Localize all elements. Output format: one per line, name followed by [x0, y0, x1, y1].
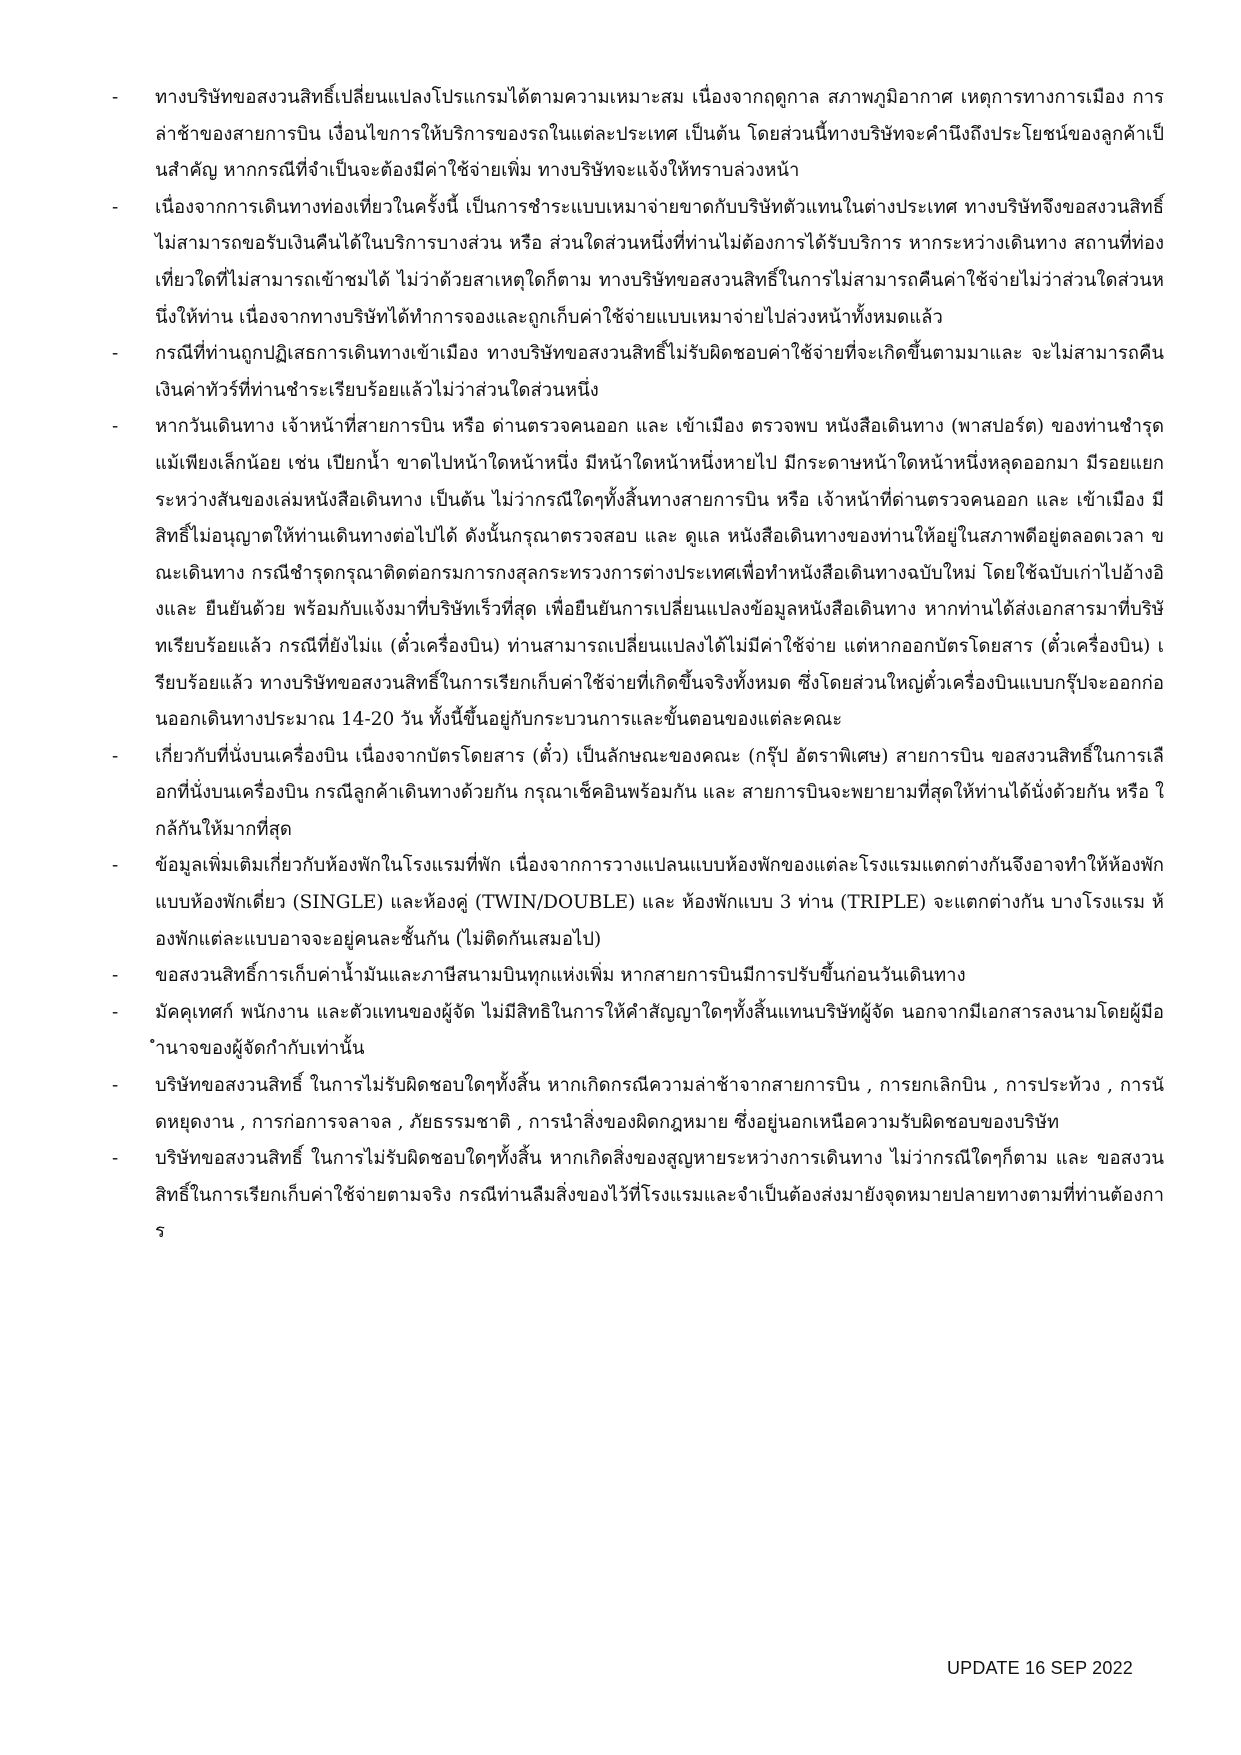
term-text: เกี่ยวกับที่นั่งบนเครื่องบิน เนื่องจากบัตรโดยสาร (ตั๋ว) เป็นลักษณะของคณะ (กรุ๊ป อัตราพิเศษ) สายการบิน ขอสงวนสิทธิ์ในการเลือกที่นั่งบนเครื่องบิน กรณีลูกค้าเดินทางด้วยกัน กรุณาเช็คอินพร้อมกัน และ สายการบินจะพยายามที่สุดให้ท่านได้นั่งด้วยกัน หรือ ใกล้กันให้มากที่สุด	[155, 745, 1164, 840]
list-bullet: -	[112, 855, 119, 877]
update-date-footer: UPDATE 16 SEP 2022	[946, 1658, 1133, 1678]
term-item	[112, 848, 1164, 958]
list-bullet: -	[112, 1001, 119, 1023]
list-bullet: -	[112, 416, 119, 438]
list-bullet: -	[112, 87, 119, 108]
term-text: บริษัทขอสงวนสิทธิ์ ในการไม่รับผิดชอบใดๆทั้งสิ้น หากเกิดสิ่งของสูญหายระหว่างการเดินทาง ไม่ว่ากรณีใดๆก็ตาม และ ขอสงวนสิทธิ์ในการเรียกเก็บค่าใช้จ่ายตามจริง กรณีท่านลืมสิ่งของไว้ที่โรงแรมและจำเป็นต้องส่งมายังจุดหมายปลายทางตามที่ท่านต้องการ	[155, 1148, 1164, 1243]
term-item	[112, 336, 1164, 409]
term-text: ข้อมูลเพิ่มเติมเกี่ยวกับห้องพักในโรงแรมที่พัก เนื่องจากการวางแปลนแบบห้องพักของแต่ละโรงแรมแตกต่างกันจึงอาจทำให้ห้องพักแบบห้องพักเดี่ยว (SINGLE) และห้องคู่ (TWIN/DOUBLE) และ ห้องพักแบบ 3 ท่าน (TRIPLE) จะแตกต่างกัน บางโรงแรม ห้องพักแต่ละแบบอาจจะอยู่คนละชั้นกัน (ไม่ติดกันเสมอไป)	[155, 855, 1164, 950]
term-text: ขอสงวนสิทธิ์การเก็บค่าน้ำมันและภาษีสนามบินทุกแห่งเพิ่ม หากสายการบินมีการปรับขึ้นก่อนวันเดินทาง	[155, 965, 966, 987]
term-text: มัคคุเทศก์ พนักงาน และตัวแทนของผู้จัด ไม่มีสิทธิในการให้คำสัญญาใดๆทั้งสิ้นแทนบริษัทผู้จัด นอกจากมีเอกสารลงนามโดยผู้มีอำนาจของผู้จัดกำกับเท่านั้น	[155, 1001, 1164, 1060]
list-bullet: -	[112, 745, 119, 767]
term-text: ทางบริษัทขอสงวนสิทธิ์เปลี่ยนแปลงโปรแกรมได้ตามความเหมาะสม เนื่องจากฤดูกาล สภาพภูมิอากาศ เหตุการทางการเมือง การล่าช้าของสายการบิน เงื่อนไขการให้บริการของรถในแต่ละประเทศ เป็นต้น โดยส่วนนี้ทางบริษัทจะคำนึงถึงประโยชน์ของลูกค้าเป็นสำคัญ หากกรณีที่จำเป็นจะต้องมีค่าใช้จ่ายเพิ่ม ทางบริษัทจะแจ้งให้ทราบล่วงหน้า	[155, 87, 1164, 182]
term-item	[112, 1068, 1164, 1141]
term-item	[112, 80, 1164, 190]
list-bullet: -	[112, 1148, 119, 1170]
term-item	[112, 409, 1164, 738]
term-text: กรณีที่ท่านถูกปฏิเสธการเดินทางเข้าเมือง ทางบริษัทขอสงวนสิทธิ์ไม่รับผิดชอบค่าใช้จ่ายที่จะเกิดขึ้นตามมาและ จะไม่สามารถคืนเงินค่าทัวร์ที่ท่านชำระเรียบร้อยแล้วไม่ว่าส่วนใดส่วนหนึ่ง	[155, 343, 1164, 401]
term-item	[112, 1141, 1164, 1251]
term-item	[112, 190, 1164, 336]
terms-list	[112, 80, 1164, 1251]
list-bullet: -	[112, 343, 119, 365]
term-text: เนื่องจากการเดินทางท่องเที่ยวในครั้งนี้ เป็นการชำระแบบเหมาจ่ายขาดกับบริษัทตัวแทนในต่างประเทศ ทางบริษัทจึงขอสงวนสิทธิ์ ไม่สามารถขอรับเงินคืนได้ในบริการบางส่วน หรือ ส่วนใดส่วนหนึ่งที่ท่านไม่ต้องการได้รับบริการ หากระหว่างเดินทาง สถานที่ท่องเที่ยวใดที่ไม่สามารถเข้าชมได้ ไม่ว่าด้วยสาเหตุใดก็ตาม ทางบริษัทขอสงวนสิทธิ์ในการไม่สามารถคืนค่าใช้จ่ายไม่ว่าส่วนใดส่วนหนึ่งให้ท่าน เนื่องจากทางบริษัทได้ทำการจองและถูกเก็บค่าใช้จ่ายแบบเหมาจ่ายไปล่วงหน้าทั้งหมดแล้ว	[155, 196, 1164, 328]
term-item	[112, 995, 1164, 1068]
list-bullet: -	[112, 1075, 119, 1097]
term-text: หากวันเดินทาง เจ้าหน้าที่สายการบิน หรือ ด่านตรวจคนออก และ เข้าเมือง ตรวจพบ หนังสือเดินทาง (พาสปอร์ต) ของท่านชำรุดแม้เพียงเล็กน้อย เช่น เปียกน้ำ ขาดไปหน้าใดหน้าหนึ่ง มีหน้าใดหน้าหนึ่งหายไป มีกระดาษหน้าใดหน้าหนึ่งหลุดออกมา มีรอยแยกระหว่างสันของเล่มหนังสือเดินทาง เป็นต้น ไม่ว่ากรณีใดๆทั้งสิ้นทางสายการบิน หรือ เจ้าหน้าที่ด่านตรวจคนออก และ เข้าเมือง มีสิทธิ์ไม่อนุญาตให้ท่านเดินทางต่อไปได้ ดังนั้นกรุณาตรวจสอบ และ ดูแล หนังสือเดินทางของท่านให้อยู่ในสภาพดีอยู่ตลอดเวลา ขณะเดินทาง กรณีชำรุดกรุณาติดต่อกรมการกงสุลกระทรวงการต่างประเทศเพื่อทำหนังสือเดินทางฉบับใหม่ โดยใช้ฉบับเก่าไปอ้างอิงและ ยืนยันด้วย พร้อมกับแจ้งมาที่บริษัทเร็วที่สุด เพื่อยืนยันการเปลี่ยนแปลงข้อมูลหนังสือเดินทาง หากท่านได้ส่งเอกสารมาที่บริษัทเรียบร้อยแล้ว กรณีที่ยังไม่แ (ตั๋วเครื่องบิน) ท่านสามารถเปลี่ยนแปลงได้ไม่มีค่าใช้จ่าย แต่หากออกบัตรโดยสาร (ตั๋วเครื่องบิน) เรียบร้อยแล้ว ทางบริษัทขอสงวนสิทธิ์ในการเรียกเก็บค่าใช้จ่ายที่เกิดขึ้นจริงทั้งหมด ซึ่งโดยส่วนใหญ่ตั๋วเครื่องบินแบบกรุ๊ปจะออกก่อนออกเดินทางประมาณ 14-20 วัน ทั้งนี้ขึ้นอยู่กับกระบวนการและขั้นตอนของแต่ละคณะ	[155, 416, 1164, 731]
term-text: บริษัทขอสงวนสิทธิ์ ในการไม่รับผิดชอบใดๆทั้งสิ้น หากเกิดกรณีความล่าช้าจากสายการบิน , การยกเลิกบิน , การประท้วง , การนัดหยุดงาน , การก่อการจลาจล , ภัยธรรมชาติ , การนำสิ่งของผิดกฎหมาย ซึ่งอยู่นอกเหนือความรับผิดชอบของบริษัท	[155, 1075, 1164, 1133]
list-bullet: -	[112, 965, 119, 987]
list-bullet: -	[112, 196, 119, 218]
term-item	[112, 958, 1164, 995]
term-item	[112, 739, 1164, 849]
